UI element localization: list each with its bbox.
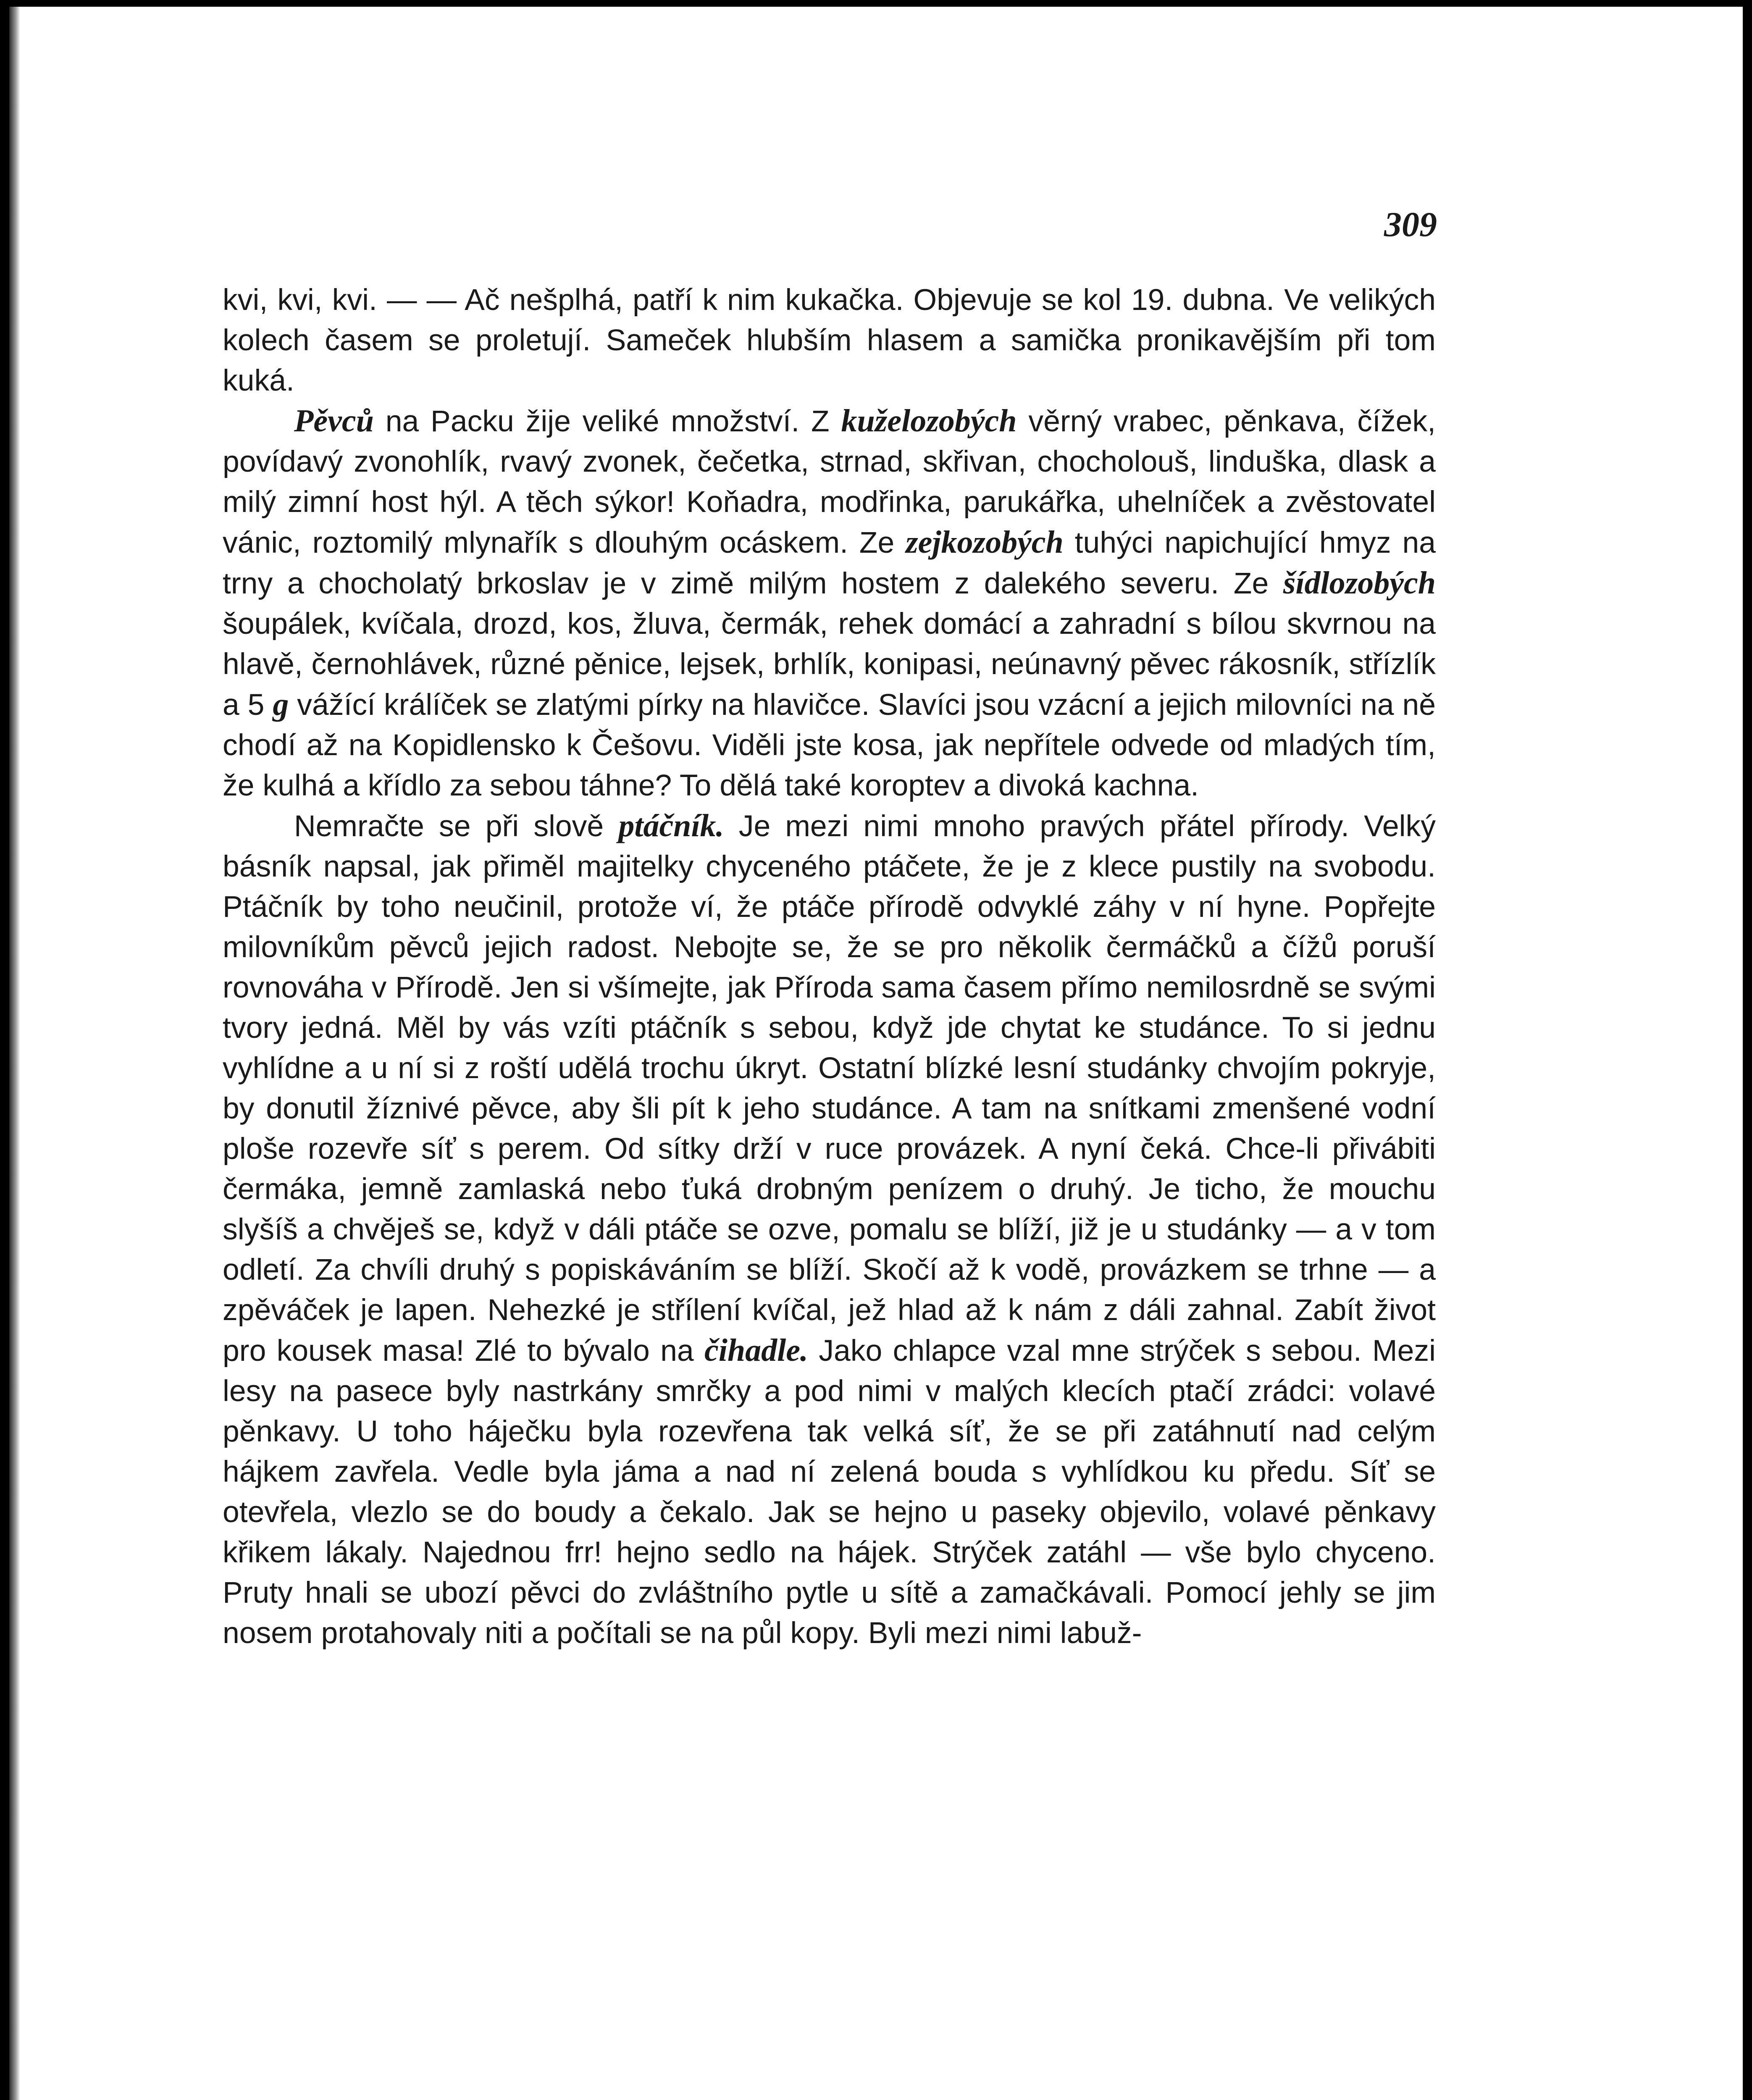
book-page: [9, 7, 1743, 2100]
text-segment: věrný vrabec, pěnkava, čížek, povídavý zvonohlík, rvavý zvonek, čečetka, strnad, skřivan, chocholouš, linduška, dlask a milý zimní host hýl. A těch sýkor! Koňadra, modřinka, parukářka, uhelníček a zvěstovatel vánic, roztomilý mlynařík s dlouhým ocáskem. Ze: [223, 404, 1436, 559]
text-segment: vážící králíček se zlatými pírky na hlavičce. Slavíci jsou vzácní a jejich milovníci na ně chodí až na Kopidlensko k Češovu. Viděli jste kosa, jak nepřítele odvede od mladých tím, že kulhá a křídlo za sebou táhne? To dělá také koroptev a divoká kachna.: [223, 688, 1436, 802]
paragraph-3: [223, 806, 1436, 1653]
body-text: [223, 280, 1436, 1653]
text-segment: kvi, kvi, kvi. — — Ač nešplhá, patří k nim kukačka. Objevuje se kol 19. dubna. Ve velikých kolech časem se proletují. Sameček hlubším hlasem a samička pronikavějším při tom kuká.: [223, 283, 1436, 397]
text-segment: šoupálek, kvíčala, drozd, kos, žluva, čermák, rehek domácí a zahradní s bílou skvrnou na hlavě, černohlávek, různé pěnice, lejsek, brhlík, konipasi, neúnavný pěvec rákosník, střízlík a 5: [223, 607, 1436, 722]
emphasis-term: kuželozobých: [841, 403, 1017, 438]
emphasis-term: šídlozobých: [1283, 565, 1436, 601]
paragraph-2: [223, 401, 1436, 806]
emphasis-term: ptáčník.: [618, 808, 724, 843]
text-segment: Jako chlapce vzal mne strýček s sebou. Mezi lesy na pasece byly nastrkány smrčky a pod nimi v malých klecích ptačí zrádci: volavé pěnkavy. U toho háječku byla rozevřena tak velká síť, že se při zatáhnutí nad celým hájkem zavřela. Vedle byla jáma a nad ní zelená bouda s vyhlídkou ku předu. Síť se otevřela, vlezlo se do boudy a čekalo. Jak se hejno u paseky objevilo, volavé pěnkavy křikem lákaly. Najednou frr! hejno sedlo na hájek. Strýček zatáhl — vše bylo chyceno. Pruty hnali se ubozí pěvci do zvláštního pytle u sítě a zamačkávali. Pomocí jehly se jim nosem protahovaly niti a počítali se na půl kopy. Byli mezi nimi labuž-: [223, 1334, 1436, 1650]
text-segment: na Packu žije veliké množství. Z: [373, 404, 841, 438]
binding-shadow: [9, 7, 20, 2100]
text-segment: tuhýci napichující hmyz na trny a chocholatý brkoslav je v zimě milým hostem z dalekého severu. Ze: [223, 526, 1436, 600]
text-segment: Je mezi nimi mnoho pravých přátel přírody. Velký básník napsal, jak přiměl majitelky chyceného ptáčete, že je z klece pustily na svobodu. Ptáčník by toho neučinil, protože ví, že ptáče přírodě odvyklé záhy v ní hyne. Popřejte milovníkům pěvců jejich radost. Nebojte se, že se pro několik čermáčků a čížů poruší rovnováha v Přírodě. Jen si všímejte, jak Příroda sama časem přímo nemilosrdně se svými tvory jedná. Měl by vás vzíti ptáčník s sebou, když jde chytat ke studánce. To si jednu vyhlídne a u ní si z roští udělá trochu úkryt. Ostatní blízké lesní studánky chvojím pokryje, by donutil žíznivé pěvce, aby šli pít k jeho studánce. A tam na snítkami zmenšené vodní ploše rozevře síť s perem. Od sítky drží v ruce provázek. A nyní čeká. Chce-li přivábiti čermáka, jemně zamlaská nebo ťuká drobným penízem o druhý. Je ticho, že mouchu slyšíš a chvěješ se, když v dáli ptáče se ozve, pomalu se blíží, již je u studánky — a v tom odletí. Za chvíli druhý s popiskáváním se blíží. Skočí až k vodě, provázkem se trhne — a zpěváček je lapen. Nehezké je střílení kvíčal, jež hlad až k nám z dáli zahnal. Zabít život pro kousek masa! Zlé to bývalo na: [223, 809, 1436, 1368]
emphasis-term: zejkozobých: [906, 525, 1064, 560]
text-segment: Nemračte se při slově: [294, 809, 619, 843]
emphasis-term: čihadle.: [704, 1333, 808, 1368]
paragraph-1: [223, 280, 1436, 401]
emphasis-unit: g: [273, 687, 289, 722]
page-number: 309: [1384, 205, 1437, 244]
emphasis-term: Pěvců: [294, 403, 374, 438]
